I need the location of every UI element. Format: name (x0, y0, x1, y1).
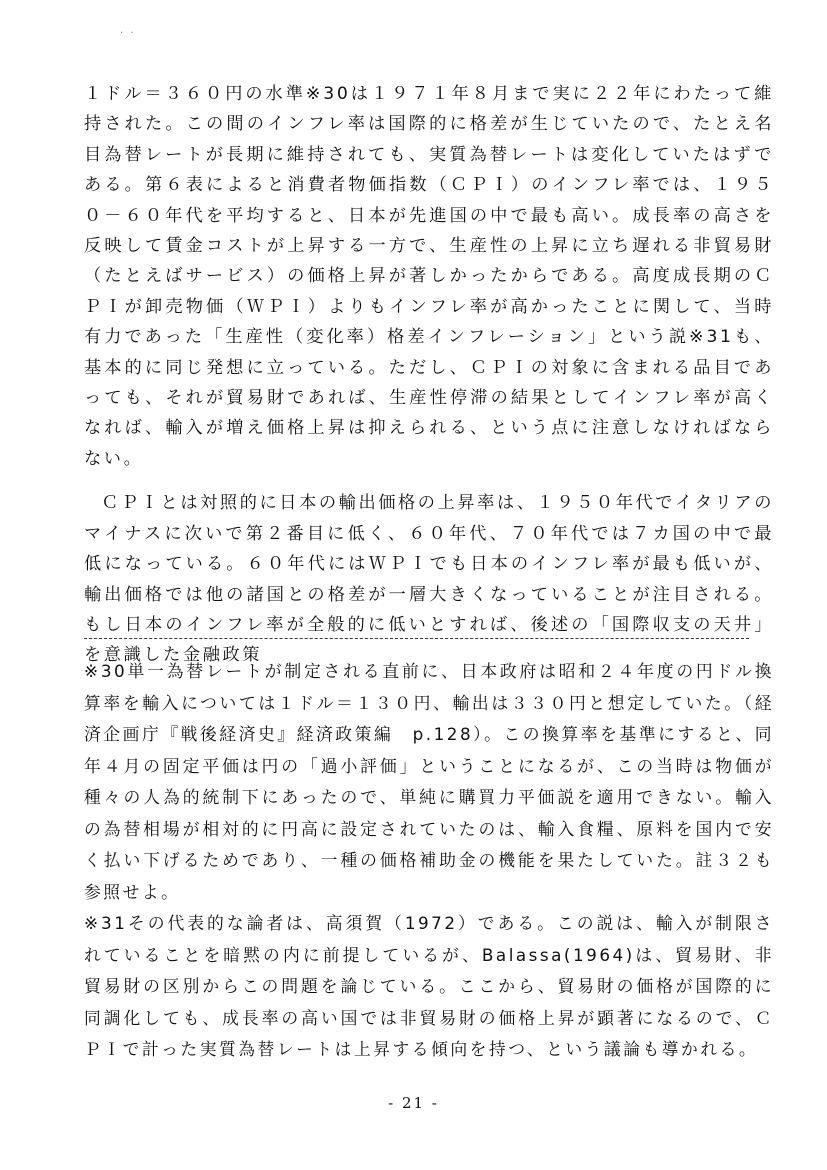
scan-corner-mark: · · (120, 28, 136, 39)
paragraph-exchange-rate: １ドル＝３６０円の水準※30は１９７１年８月まで実に２２年にわたって維持された。この間のインフレ率は国際的に格差が生じていたので、たとえ名目為替レートが長期に維持されても、実質為替レートは変化していたはずである。第６表によると消費者物価指数（ＣＰＩ）のインフレ率では、１９５０－６０年代を平均すると、日本が先進国の中で最も高い。成長率の高さを反映して賃金コストが上昇する一方で、生産性の上昇に立ち遅れる非貿易財（たとえばサービス）の価格上昇が著しかったからである。高度成長期のＣＰＩが卸売物価（ＷＰＩ）よりもインフレ率が高かったことに関して、当時有力であった「生産性（変化率）格差インフレーション」という説※31も、基本的に同じ発想に立っている。ただし、ＣＰＩの対象に含まれる品目であっても、それが貿易財であれば、生産性停滞の結果としてインフレ率が高くなれば、輸入が増え価格上昇は抑えられる、という点に注意しなければならない。 (84, 84, 774, 469)
footnotes (84, 656, 774, 1066)
main-text (84, 79, 774, 671)
page-number: - 21 - (388, 1094, 439, 1112)
footnote-31: ※31その代表的な論者は、高須賀（1972）である。この説は、輸入が制限されていることを暗黙の内に前提しているが、Balassa(1964)は、貿易財、非貿易財の区別からこの問題を論じている。ここから、貿易財の価格が国際的に同調化しても、成長率の高い国では非貿易財の価格上昇が顕著になるので、ＣＰＩで計った実質為替レートは上昇する傾向を持つ、という議論も導かれる。 (84, 913, 774, 1059)
footnote-divider (84, 638, 749, 639)
paragraph-export-prices: ＣＰＩとは対照的に日本の輸出価格の上昇率は、１９５０年代でイタリアのマイナスに次いで第２番目に低く、６０年代、７０年代では７カ国の中で最低になっている。６０年代にはＷＰＩでも日本のインフレ率が最も低いが、輸出価格では他の諸国との格差が一層大きくなっていることが注目される。もし日本のインフレ率が全般的に低いとすれば、後述の「国際収支の天井」を意識した金融政策 (84, 493, 774, 666)
footnote-30: ※30単一為替レートが制定される直前に、日本政府は昭和２４年度の円ドル換算率を輸入については１ドル＝１３０円、輸出は３３０円と想定していた。（経済企画庁『戦後経済史』経済政策編 p.128）。この換算率を基準にすると、同年４月の固定平価は円の「過小評価」ということになるが、この当時は物価が種々の人為的統制下にあったので、単純に購買力平価説を適用できない。輸入の為替相場が相対的に円高に設定されていたのは、輸入食糧、原料を国内で安く払い下げるためであり、一種の価格補助金の機能を果たしていた。註３２も参照せよ。 (84, 661, 774, 902)
